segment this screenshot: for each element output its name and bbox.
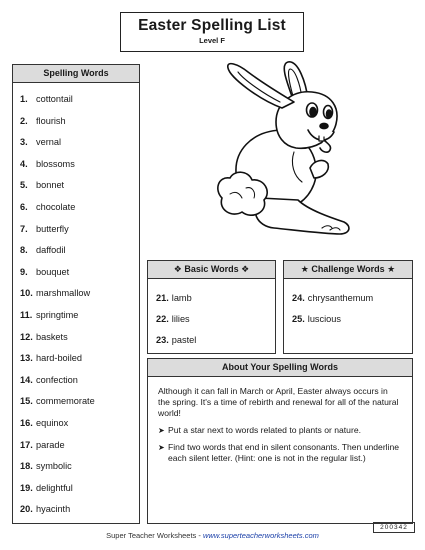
word-number: 6. [20, 201, 28, 212]
about-panel [147, 358, 413, 524]
word-number: 13. [20, 353, 33, 364]
title-box [120, 12, 304, 52]
list-item [20, 283, 139, 305]
footer-text: Super Teacher Worksheets - [106, 531, 203, 540]
list-item [156, 309, 275, 330]
word-number: 21. [156, 293, 169, 303]
list-item [292, 288, 412, 309]
footer-link[interactable]: www.superteacherworksheets.com [202, 531, 319, 540]
instruction-text: Put a star next to words related to plants or nature. [168, 425, 361, 435]
word-number: 4. [20, 158, 28, 169]
word-number: 2. [20, 115, 28, 126]
word: daffodil [36, 245, 66, 256]
arrow-bullet-icon: ➤ [158, 443, 165, 452]
word: bonnet [36, 180, 65, 191]
list-item [20, 154, 139, 176]
arrow-bullet-icon: ➤ [158, 426, 165, 435]
word: luscious [307, 314, 341, 324]
word-number: 1. [20, 94, 28, 104]
list-item [20, 413, 139, 435]
instruction-text: Find two words that end in silent consonants. Then underline each silent letter. (Hint: one is not in the regular list.) [168, 442, 400, 463]
word: lilies [171, 314, 190, 324]
word: chrysanthemum [307, 293, 374, 303]
spelling-word-list [13, 83, 139, 521]
word: hyacinth [36, 504, 71, 515]
about-intro: Although it can fall in March or April, Easter always occurs in the spring. It's a time of rebirth and renewal for all of the natural world! [158, 386, 399, 418]
list-item [20, 111, 139, 133]
word: confection [36, 374, 78, 385]
list-item [20, 456, 139, 478]
word-number: 19. [20, 482, 33, 493]
challenge-words-panel [283, 260, 413, 354]
instruction-item [158, 442, 402, 464]
word: equinox [36, 417, 69, 428]
basic-words-panel [147, 260, 276, 354]
list-item [20, 262, 139, 284]
about-body [148, 377, 412, 464]
word: springtime [36, 309, 79, 320]
word-number: 14. [20, 374, 33, 385]
word: baskets [36, 331, 68, 342]
word-number: 12. [20, 331, 33, 342]
list-item [20, 219, 139, 241]
worksheet-code: 200342 [373, 522, 415, 533]
list-item [20, 478, 139, 500]
word: flourish [36, 115, 66, 126]
word-number: 5. [20, 180, 28, 191]
word: hard-boiled [36, 353, 82, 364]
list-item [156, 288, 275, 309]
level-label: Level F [199, 36, 225, 45]
word: marshmallow [36, 288, 91, 299]
word-number: 24. [292, 293, 305, 303]
word: commemorate [36, 396, 95, 407]
list-item [292, 309, 412, 330]
word: parade [36, 439, 65, 450]
word: blossoms [36, 158, 75, 169]
basic-words-heading: ❖ Basic Words ❖ [148, 261, 275, 279]
footer [0, 531, 425, 540]
list-item [20, 327, 139, 349]
word: cottontail [36, 94, 73, 104]
word-number: 3. [20, 137, 28, 148]
basic-word-list [148, 279, 275, 351]
word-number: 7. [20, 223, 28, 234]
list-item [20, 435, 139, 457]
bunny-illustration [190, 60, 380, 250]
word-number: 9. [20, 266, 28, 277]
list-item [20, 305, 139, 327]
word-number: 25. [292, 314, 305, 324]
word: delightful [36, 482, 73, 493]
word: lamb [171, 293, 192, 303]
word: chocolate [36, 201, 76, 212]
word: symbolic [36, 461, 72, 472]
word-number: 23. [156, 335, 169, 345]
word-number: 20. [20, 504, 33, 515]
list-item [20, 348, 139, 370]
list-item [20, 240, 139, 262]
instruction-item [158, 425, 402, 436]
word-number: 22. [156, 314, 169, 324]
word-number: 10. [20, 288, 33, 299]
list-item [20, 175, 139, 197]
page-title: Easter Spelling List [138, 17, 286, 34]
word: bouquet [36, 266, 70, 277]
word: butterfly [36, 223, 69, 234]
list-item [20, 89, 139, 111]
spelling-words-panel [12, 64, 140, 524]
spelling-words-heading: Spelling Words [13, 65, 139, 83]
challenge-words-heading: ★ Challenge Words ★ [284, 261, 412, 279]
word-number: 16. [20, 417, 33, 428]
challenge-word-list [284, 279, 412, 330]
word: vernal [36, 137, 62, 148]
word-number: 8. [20, 245, 28, 256]
list-item [20, 132, 139, 154]
word: pastel [171, 335, 197, 345]
list-item [20, 391, 139, 413]
list-item [20, 499, 139, 521]
list-item [156, 330, 275, 351]
list-item [20, 370, 139, 392]
list-item [20, 197, 139, 219]
about-heading: About Your Spelling Words [148, 359, 412, 377]
word-number: 15. [20, 396, 33, 407]
word-number: 11. [20, 309, 33, 320]
word-number: 17. [20, 439, 33, 450]
word-number: 18. [20, 461, 33, 472]
